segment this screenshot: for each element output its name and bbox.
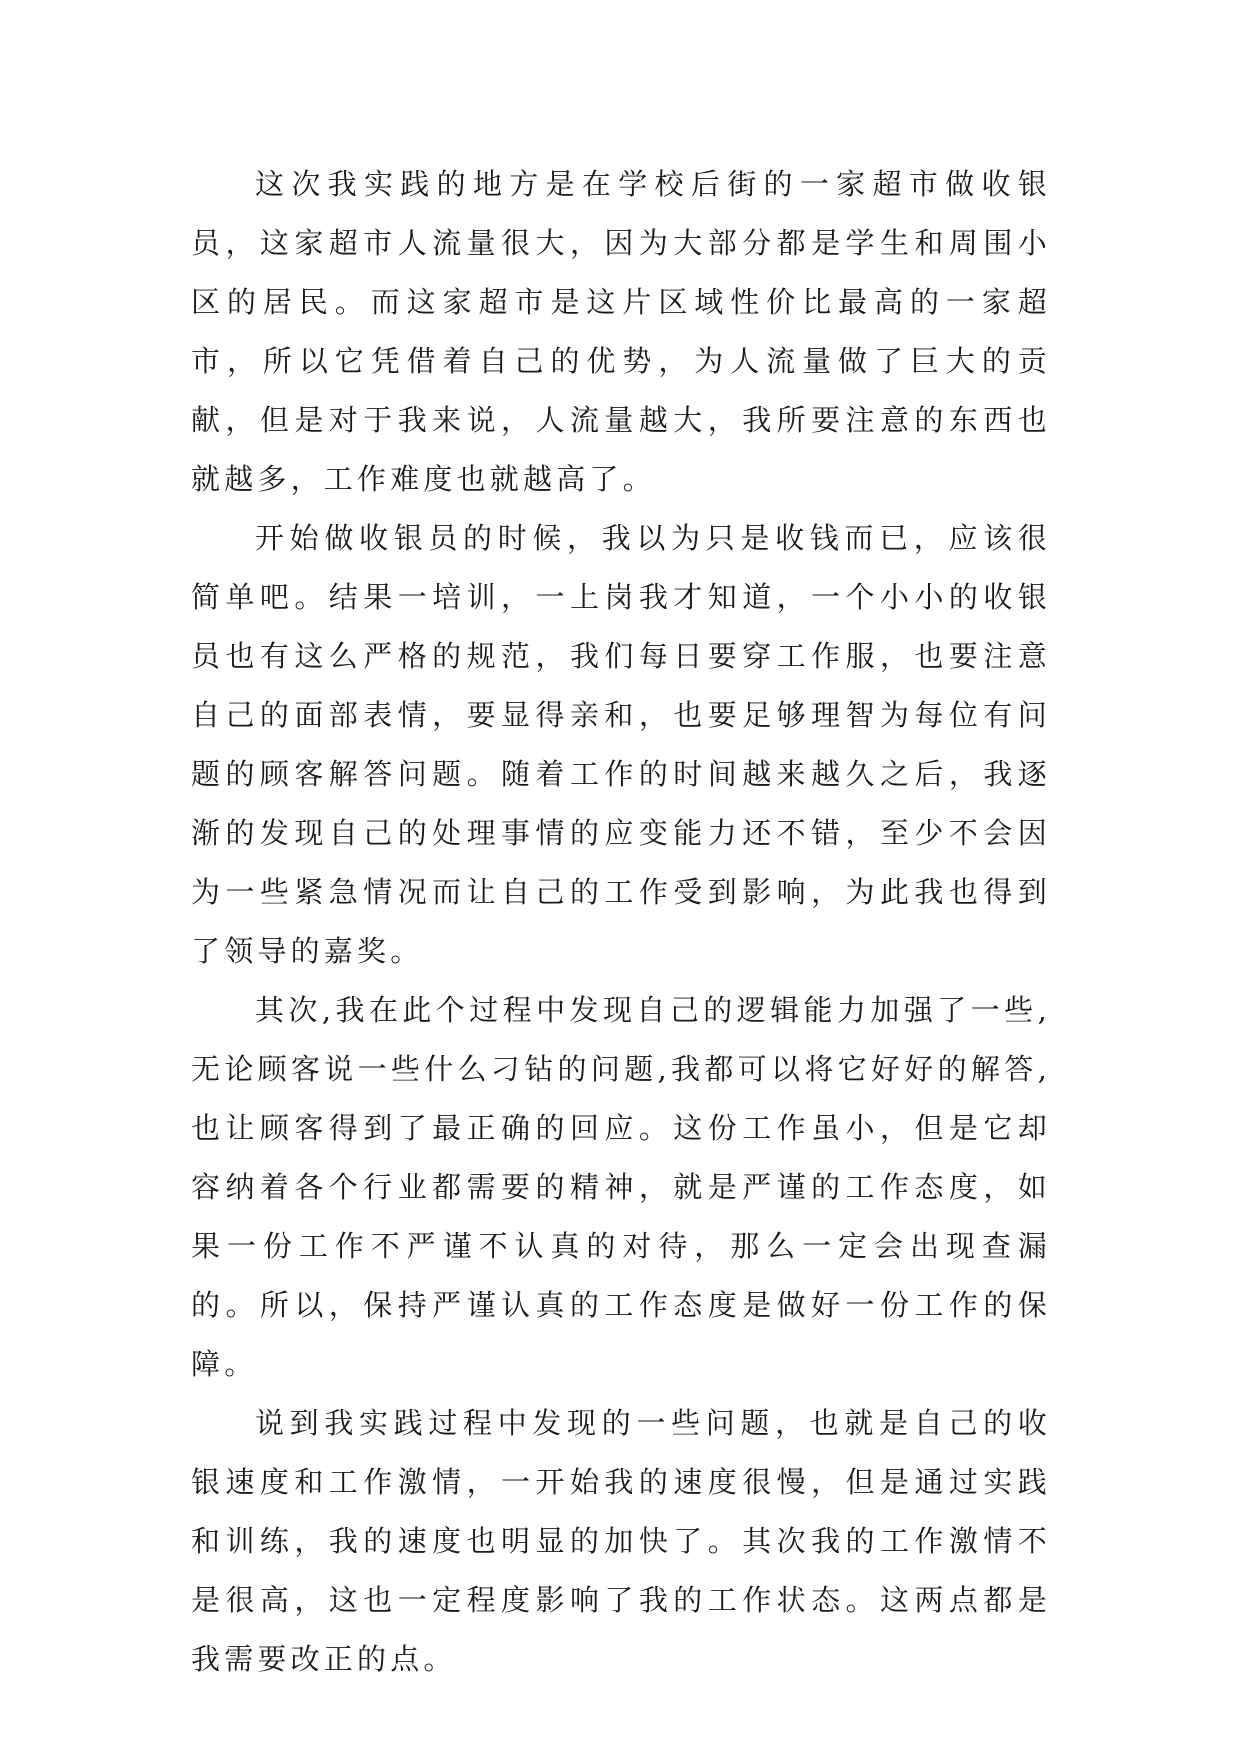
document-body — [191, 155, 1051, 1689]
paragraph-4: 说到我实践过程中发现的一些问题，也就是自己的收银速度和工作激情，一开始我的速度很慢，但是通过实践和训练，我的速度也明显的加快了。其次我的工作激情不是很高，这也一定程度影响了我的工作状态。这两点都是我需要改正的点。 — [191, 1406, 1051, 1676]
paragraph-3: 其次,我在此个过程中发现自己的逻辑能力加强了一些,无论顾客说一些什么刁钻的问题,我都可以将它好好的解答,也让顾客得到了最正确的回应。这份工作虽小，但是它却容纳着各个行业都需要的精神，就是严谨的工作态度，如果一份工作不严谨不认真的对待，那么一定会出现查漏的。所以，保持严谨认真的工作态度是做好一份工作的保障。 — [191, 993, 1051, 1381]
paragraph-1: 这次我实践的地方是在学校后街的一家超市做收银员，这家超市人流量很大，因为大部分都是学生和周围小区的居民。而这家超市是这片区域性价比最高的一家超市，所以它凭借着自己的优势，为人流量做了巨大的贡献，但是对于我来说，人流量越大，我所要注意的东西也就越多，工作难度也就越高了。 — [191, 167, 1051, 496]
paragraph-2: 开始做收银员的时候，我以为只是收钱而已，应该很简单吧。结果一培训，一上岗我才知道，一个小小的收银员也有这么严格的规范，我们每日要穿工作服，也要注意自己的面部表情，要显得亲和，也要足够理智为每位有问题的顾客解答问题。随着工作的时间越来越久之后，我逐渐的发现自己的处理事情的应变能力还不错，至少不会因为一些紧急情况而让自己的工作受到影响，为此我也得到了领导的嘉奖。 — [191, 521, 1051, 968]
